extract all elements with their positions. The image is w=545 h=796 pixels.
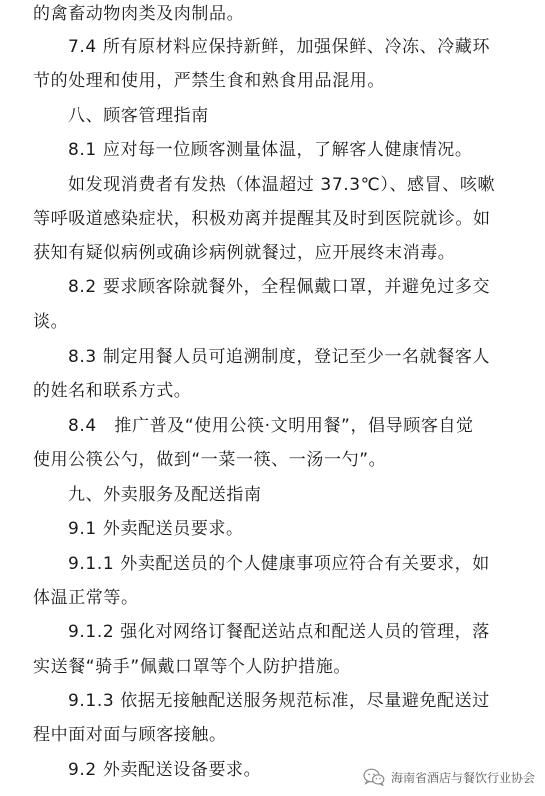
text-line: 8.1 应对每一位顾客测量体温，了解客人健康情况。 — [68, 140, 473, 160]
text-line: 八、顾客管理指南 — [68, 106, 209, 126]
text-line: 等呼吸道感染症状，积极劝离并提醒其及时到医院就诊。如 — [33, 209, 491, 229]
text-line: 谈。 — [33, 312, 69, 332]
text-line: 程中面对面与顾客接触。 — [33, 725, 227, 745]
text-line: 9.2 外卖配送设备要求。 — [68, 760, 262, 780]
text-line: 获知有疑似病例或确诊病例就餐过，应开展终末消毒。 — [33, 243, 456, 263]
text-line: 体温正常等。 — [33, 588, 139, 608]
watermark-text: 海南省酒店与餐饮行业协会 — [390, 770, 535, 785]
text-line: 8.2 要求顾客除就餐外，全程佩戴口罩，并避免过多交 — [68, 277, 491, 297]
text-line: 8.3 制定用餐人员可追溯制度，登记至少一名就餐客人 — [68, 347, 491, 367]
text-line: 9.1.2 强化对网络订餐配送站点和配送人员的管理，落 — [68, 622, 490, 642]
text-line: 如发现消费者有发热（体温超过 37.3℃）、感冒、咳嗽 — [68, 175, 496, 195]
text-line: 9.1.1 外卖配送员的个人健康事项应符合有关要求，如 — [68, 554, 490, 574]
text-line: 九、外卖服务及配送指南 — [68, 485, 262, 505]
text-line: 的禽畜动物肉类及肉制品。 — [33, 4, 245, 24]
text-line: 9.1 外卖配送员要求。 — [68, 519, 244, 539]
text-line: 9.1.3 依据无接触配送服务规范标准，尽量避免配送过 — [68, 691, 490, 711]
wechat-watermark — [363, 766, 535, 788]
text-line: 使用公筷公勺，做到“一菜一筷、一汤一勺”。 — [33, 450, 387, 470]
text-line: 节的处理和使用，严禁生食和熟食用品混用。 — [33, 71, 385, 91]
text-line: 7.4 所有原材料应保持新鲜，加强保鲜、冷冻、冷藏环 — [68, 37, 491, 57]
text-line: 实送餐“骑手”佩戴口罩等个人防护措施。 — [33, 657, 352, 677]
text-line: 的姓名和联系方式。 — [33, 381, 192, 401]
wechat-icon — [363, 768, 385, 786]
text-line: 8.4 推广普及“使用公筷·文明用餐”，倡导顾客自觉 — [68, 416, 474, 436]
